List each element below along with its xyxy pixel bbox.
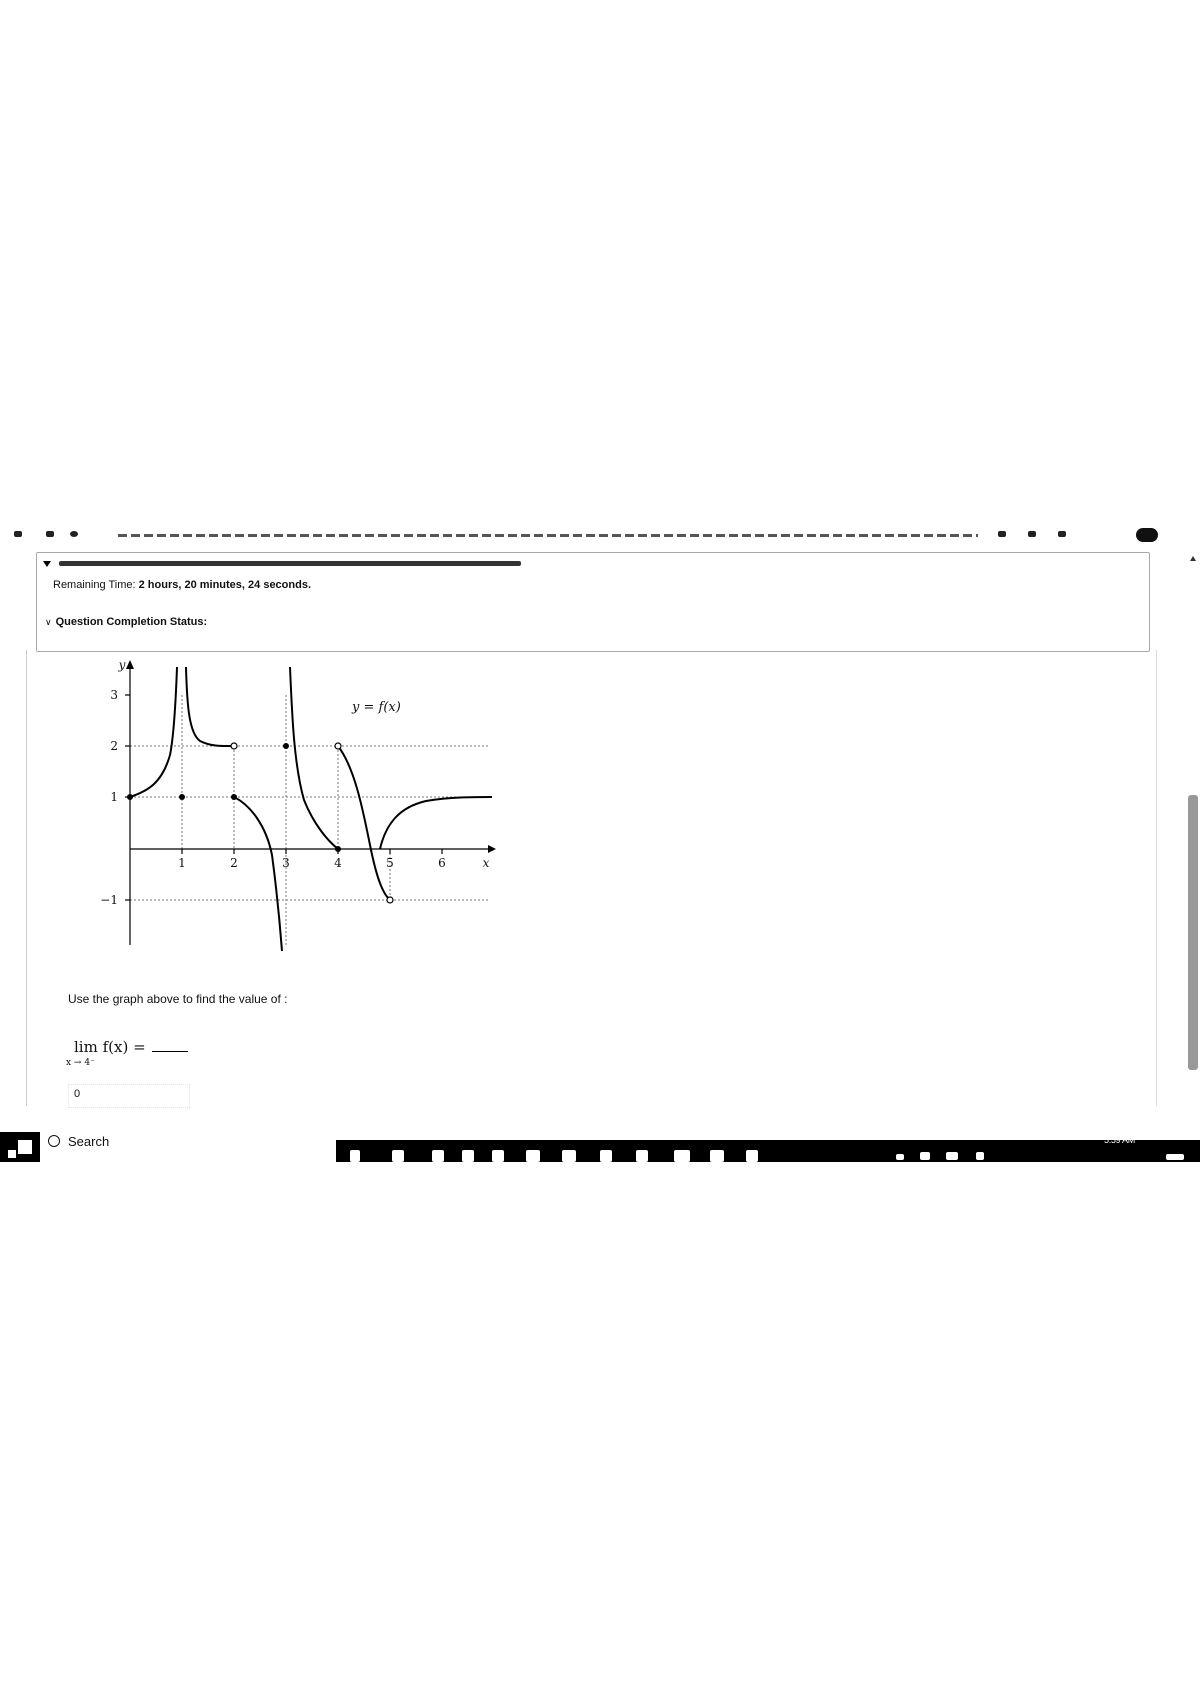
x-tick-label: 6: [438, 856, 446, 870]
function-label: y = f(x): [352, 700, 401, 715]
y-tick-label: 1: [110, 790, 118, 804]
browser-toolbar: [0, 528, 1200, 544]
collapse-caret-icon[interactable]: [43, 561, 51, 567]
task-view-icon[interactable]: [392, 1150, 404, 1162]
start-icon[interactable]: [0, 1132, 40, 1162]
notification-icon[interactable]: [976, 1152, 984, 1160]
limit-text: lim f(x) =: [74, 1038, 146, 1056]
taskbar: [0, 1124, 1200, 1162]
app-icon[interactable]: [710, 1150, 724, 1162]
x-axis-arrow: [488, 845, 496, 853]
y-axis-label: y: [118, 658, 126, 672]
y-axis-arrow: [126, 660, 134, 669]
question-completion-status[interactable]: [45, 616, 207, 628]
limit-subscript: x → 4⁻: [66, 1058, 95, 1068]
closed-point: [335, 846, 341, 852]
action-center-icon[interactable]: [1166, 1154, 1184, 1160]
function-graph: [100, 655, 500, 955]
address-bar[interactable]: [118, 534, 978, 537]
taskbar-search[interactable]: [48, 1134, 109, 1154]
open-point: [335, 743, 341, 749]
curve-1-to-2: [186, 667, 234, 746]
open-point: [231, 743, 237, 749]
app-icon[interactable]: [562, 1150, 576, 1162]
app-icon[interactable]: [526, 1150, 540, 1162]
open-point: [387, 897, 393, 903]
x-tick-label: 2: [230, 856, 238, 870]
remaining-time-value: 2 hours, 20 minutes, 24 seconds.: [138, 579, 312, 591]
curve: [130, 667, 492, 951]
curve-right-of-5: [380, 797, 492, 849]
question-completion-label: Question Completion Status:: [55, 616, 208, 628]
clock[interactable]: 5:59 AM: [1104, 1135, 1135, 1145]
exam-status-panel: [36, 552, 1150, 652]
chevron-icon[interactable]: ∨: [45, 617, 52, 627]
search-label: Search: [68, 1134, 110, 1149]
curve-2-to-3: [234, 797, 282, 951]
closed-point: [127, 794, 133, 800]
app-icon[interactable]: [636, 1150, 648, 1162]
profile-avatar[interactable]: [1136, 528, 1158, 542]
extension-icon[interactable]: [1028, 531, 1036, 537]
remaining-time: [53, 579, 311, 591]
app-icon[interactable]: [674, 1150, 690, 1162]
curve-4-to-5: [338, 746, 390, 900]
x-tick-label: 5: [386, 856, 394, 870]
x-axis-label: x: [482, 856, 490, 870]
y-tick-label: −1: [100, 893, 118, 907]
closed-point: [231, 794, 237, 800]
closed-point: [179, 794, 185, 800]
question-prompt: Use the graph above to find the value of :: [68, 992, 288, 1006]
x-tick-label: 4: [334, 856, 342, 870]
volume-icon[interactable]: [920, 1152, 930, 1160]
download-icon[interactable]: [1058, 531, 1066, 537]
curve-3-to-4: [290, 667, 338, 849]
content-right-border: [1156, 650, 1157, 1106]
app-icon[interactable]: [600, 1150, 612, 1162]
cortana-icon[interactable]: [350, 1150, 360, 1162]
refresh-icon[interactable]: [70, 531, 78, 537]
progress-bar: [59, 561, 521, 566]
app-icon[interactable]: [492, 1150, 504, 1162]
bookmark-icon[interactable]: [998, 531, 1006, 537]
scrollbar-thumb[interactable]: [1188, 795, 1198, 1070]
answer-value: 0: [74, 1088, 81, 1100]
app-icon[interactable]: [432, 1150, 444, 1162]
search-icon: [48, 1135, 60, 1147]
taskbar-apps: [336, 1140, 1200, 1162]
x-tick-label: 3: [282, 856, 290, 870]
battery-icon[interactable]: [946, 1152, 958, 1160]
forward-icon[interactable]: [46, 531, 54, 537]
content-left-border: [26, 650, 27, 1106]
answer-field[interactable]: [68, 1084, 190, 1108]
answer-blank: [152, 1039, 188, 1052]
closed-point: [283, 743, 289, 749]
limit-expression: [74, 1038, 188, 1056]
back-icon[interactable]: [14, 531, 22, 537]
x-tick-label: 1: [178, 856, 186, 870]
y-tick-label: 3: [110, 688, 118, 702]
app-icon[interactable]: [462, 1150, 474, 1162]
network-icon[interactable]: [896, 1154, 904, 1160]
app-icon[interactable]: [746, 1150, 758, 1162]
curve-left-of-1: [130, 667, 177, 797]
graph-guides: [130, 695, 490, 945]
y-tick-label: 2: [110, 739, 118, 753]
remaining-time-label: Remaining Time:: [53, 579, 136, 591]
